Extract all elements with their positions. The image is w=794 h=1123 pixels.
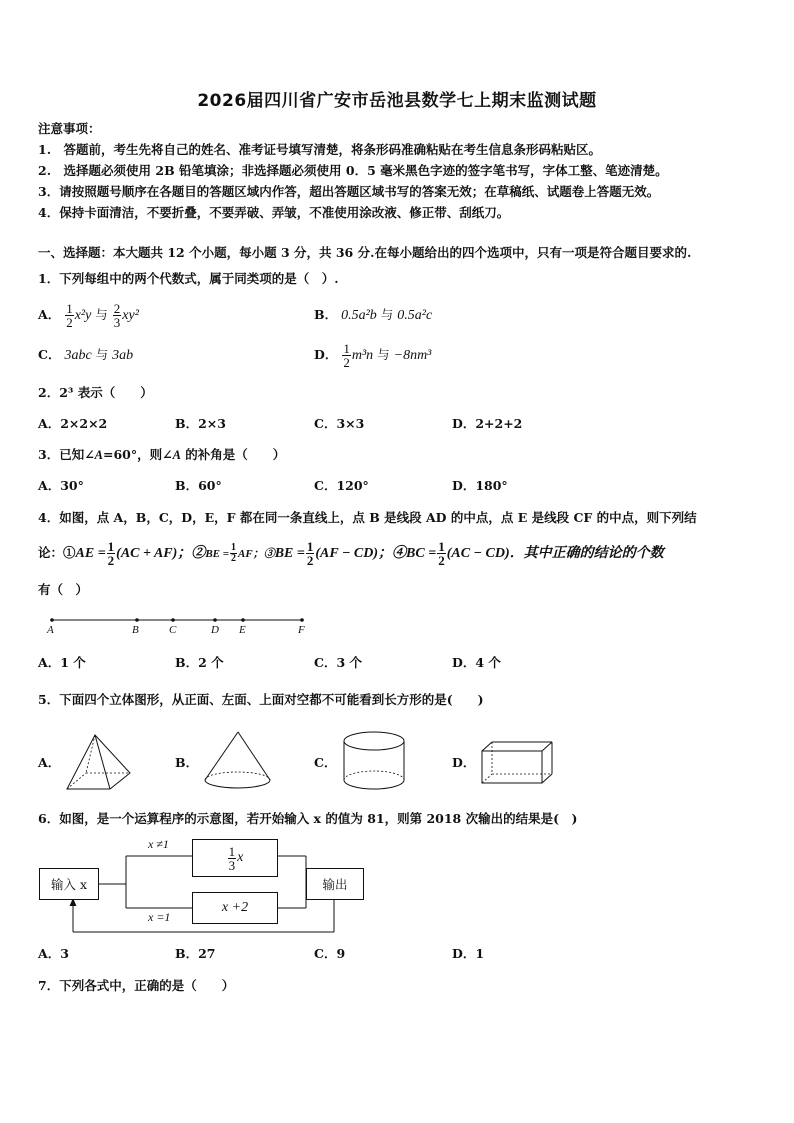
section-heading: 一、选择题：本大题共 12 个小题，每小题 3 分，共 36 分.在每小题给出的四个选项中，只有一项是符合题目要求的.	[38, 245, 692, 260]
q3-option-b[interactable]: B．60°	[175, 478, 222, 493]
notice-item-4: 4．保持卡面清洁，不要折叠，不要弄破、弄皱，不准使用涂改液、修正带、刮纸刀。	[38, 205, 510, 220]
notice-item-2: 2. 选择题必须使用 2B 铅笔填涂；非选择题必须使用 0．5 毫米黑色字迹的签字笔书写，字体工整、笔迹清楚。	[38, 163, 668, 178]
q1-b-connector: 与	[380, 307, 394, 322]
q2-stem: 2．2³ 表示（ ）	[38, 385, 153, 400]
q2-option-a[interactable]: A．2×2×2	[38, 416, 108, 431]
q1-d-expr2: −8nm³	[393, 348, 432, 363]
q1-a-connector: 与	[95, 307, 108, 322]
q1-b-expr1: 0.5a²b	[341, 308, 377, 323]
q3-option-d[interactable]: D．180°	[452, 478, 508, 493]
q1-a-expr2: xy²	[122, 308, 139, 323]
flow-output-box: 输出	[306, 868, 364, 900]
q4-point-b: B	[132, 624, 139, 636]
q1-option-a[interactable]	[38, 300, 139, 331]
q4-point-c: C	[169, 624, 177, 636]
notice-item-1: 1. 答题前，考生先将自己的姓名、准考证号填写清楚，将条形码准确粘贴在考生信息条形码粘贴区。	[38, 142, 602, 157]
q7-stem: 7．下列各式中，正确的是（ ）	[38, 978, 235, 993]
q1-option-d-label: D．	[314, 347, 338, 362]
q6-stem: 6．如图，是一个运算程序的示意图，若开始输入 x 的值为 81，则第 2018 次输出的结果是( )	[38, 811, 578, 826]
q1-a-frac1: $\frac{1}{2}$	[66, 301, 73, 330]
q4-point-f: F	[298, 624, 305, 636]
q5-option-b-label[interactable]: B．	[175, 755, 199, 770]
q1-c-connector: 与	[95, 347, 109, 362]
pyramid-figure	[64, 733, 134, 793]
cuboid-figure	[480, 740, 560, 790]
notice-item-3: 3．请按照题号顺序在各题目的答题区域内作答，超出答题区域书写的答案无效；在草稿纸、试题卷上答题无效。	[38, 184, 660, 199]
q1-option-c[interactable]	[38, 347, 133, 364]
flow-op-top-frac: $\frac{1}{3}$	[228, 843, 236, 873]
q4-stem-line3: 有（ ）	[38, 582, 89, 597]
q1-stem: 1．下列每组中的两个代数式，属于同类项的是（ ）.	[38, 271, 339, 286]
q1-option-b[interactable]	[314, 307, 432, 324]
q4-point-e: E	[239, 624, 246, 636]
q1-option-a-label: A．	[38, 307, 61, 322]
flow-op-bottom-box: x +2	[192, 892, 278, 924]
q1-d-connector: 与	[377, 347, 390, 362]
q5-stem: 5．下面四个立体图形，从正面、左面、上面对空都不可能看到长方形的是( )	[38, 692, 484, 707]
q6-option-d[interactable]: D．1	[452, 946, 485, 961]
q1-option-b-label: B．	[314, 307, 338, 322]
q6-flow-lines	[0, 840, 794, 950]
cylinder-figure	[342, 730, 412, 792]
page-title: 2026届四川省广安市岳池县数学七上期末监测试题	[197, 91, 597, 111]
q1-a-frac2: $\frac{2}{3}$	[113, 301, 121, 330]
q6-option-c[interactable]: C．9	[314, 946, 346, 961]
q5-option-c-label[interactable]: C．	[314, 755, 337, 770]
q1-c-expr2: 3ab	[112, 348, 134, 363]
q2-option-b[interactable]: B．2×3	[175, 416, 226, 431]
cone-figure	[202, 730, 272, 792]
q5-option-a-label[interactable]: A．	[38, 755, 61, 770]
q4-point-a: A	[47, 624, 54, 636]
q6-option-b[interactable]: B．27	[175, 946, 216, 961]
q6-option-a[interactable]: A．3	[38, 946, 69, 961]
q1-d-frac: $\frac{1}{2}$	[343, 341, 350, 370]
flow-branch-top-label: x ≠1	[148, 837, 169, 851]
flow-input-box: 输入 x	[39, 868, 99, 900]
q4-point-d: D	[211, 624, 219, 636]
q1-a-expr1: x²y	[74, 308, 92, 323]
flow-branch-bottom-label: x =1	[148, 910, 171, 924]
notice-heading: 注意事项：	[38, 121, 101, 136]
q2-option-d[interactable]: D．2+2+2	[452, 416, 523, 431]
q2-option-c[interactable]: C．3×3	[314, 416, 365, 431]
q4-option-a[interactable]: A．1 个	[38, 655, 86, 670]
flow-op-top-box: $\frac{1}{3}$ x	[192, 839, 278, 877]
q1-d-expr1: m³n	[351, 348, 374, 363]
q1-b-expr2: 0.5a²c	[397, 308, 433, 323]
q1-option-d[interactable]	[314, 340, 431, 371]
q1-c-expr1: 3abc	[64, 348, 92, 363]
q5-option-d-label[interactable]: D．	[452, 755, 476, 770]
q4-stem-line2: 论：①AE = $\frac{1}{2}$ (AC + AF)；②BE = $\frac{1}{2}$ AF；③BE = $\frac{1}{2}$ (AF − CD)；④BC = $\frac{1}{2}$ (AC − CD)．其中正确的结论的个数	[38, 539, 664, 568]
q4-stem-line1: 4．如图，点 A，B，C，D，E，F 都在同一条直线上，点 B 是线段 AD 的中点，点 E 是线段 CF 的中点，则下列结	[38, 510, 697, 525]
q1-option-c-label: C．	[38, 347, 61, 362]
q3-option-c[interactable]: C．120°	[314, 478, 369, 493]
q4-option-b[interactable]: B．2 个	[175, 655, 224, 670]
q3-option-a[interactable]: A．30°	[38, 478, 84, 493]
q4-option-d[interactable]: D．4 个	[452, 655, 501, 670]
q4-option-c[interactable]: C．3 个	[314, 655, 362, 670]
q4-line-diagram	[0, 610, 794, 650]
q3-stem: 3．已知∠A=60°，则∠A 的补角是（ ）	[38, 447, 286, 462]
